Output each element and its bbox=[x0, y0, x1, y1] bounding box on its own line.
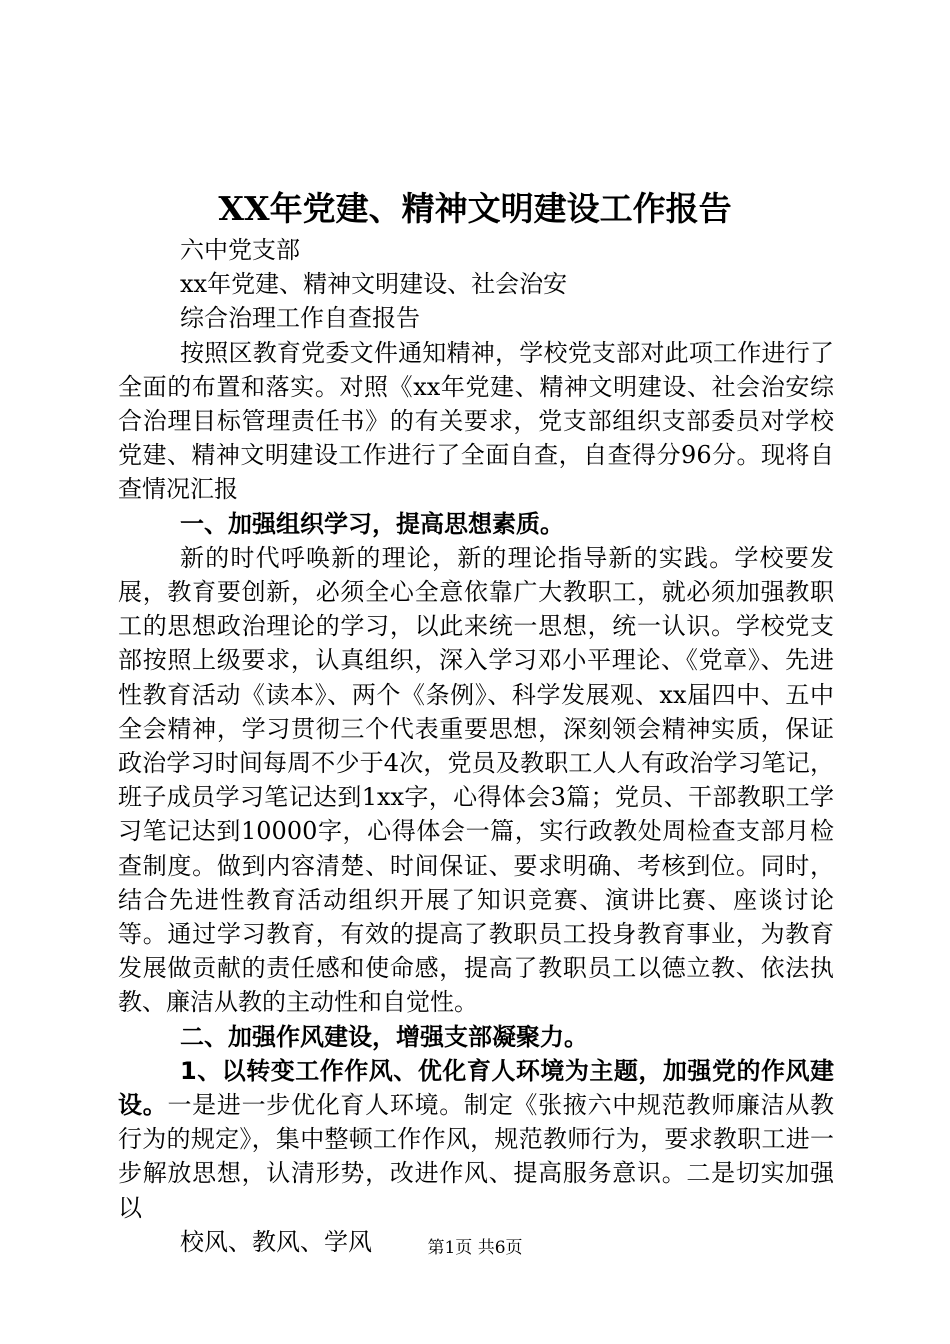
intro-paragraph: 按照区教育党委文件通知精神，学校党支部对此项工作进行了全面的布置和落实。对照《xx年党建、精神文明建设、社会治安综合治理目标管理责任书》的有关要求，党支部组织支部委员对学校党建、精神文明建设工作进行了全面自查，自查得分96分。现将自查情况汇报 bbox=[118, 338, 834, 504]
section-2-tail: 校风、教风、学风 bbox=[180, 1227, 372, 1256]
document-title: XX年党建、精神文明建设工作报告 bbox=[218, 189, 732, 228]
org-line: 六中党支部 bbox=[180, 236, 300, 264]
section-1-heading: 一、加强组织学习，提高思想素质。 bbox=[180, 509, 564, 538]
section-2-lead-bold: 1、以转变工作作风、优化育人环境为主题，加强党的作风建设。 bbox=[118, 1056, 834, 1120]
subtitle-line-2: 综合治理工作自查报告 bbox=[180, 304, 420, 333]
page-footer: 第1页 共6页 bbox=[427, 1238, 523, 1258]
document-body bbox=[118, 233, 834, 1259]
section-2-paragraph bbox=[118, 1054, 834, 1225]
section-2-paragraph-text: 一是进一步优化育人环境。制定《张掖六中规范教师廉洁从教行为的规定》，集中整顿工作作风，规范教师行为，要求教职工进一步解放思想，认清形势，改进作风、提高服务意识。二是切实加强以 bbox=[118, 1091, 835, 1222]
subtitle-line-1: xx年党建、精神文明建设、社会治安 bbox=[180, 270, 568, 299]
section-2-heading: 二、加强作风建设，增强支部凝聚力。 bbox=[180, 1022, 588, 1051]
section-1-paragraph: 新的时代呼唤新的理论，新的理论指导新的实践。学校要发展，教育要创新，必须全心全意依靠广大教职工，就必须加强教职工的思想政治理论的学习，以此来统一思想，统一认识。学校党支部按照上级要求，认真组织，深入学习邓小平理论、《党章》、先进性教育活动《读本》、两个《条例》、科学发展观、xx届四中、五中全会精神，学习贯彻三个代表重要思想，深刻领会精神实质，保证政治学习时间每周不少于4次，党员及教职工人人有政治学习笔记，班子成员学习笔记达到1xx字，心得体会3篇；党员、干部教职工学习笔记达到10000字，心得体会一篇，实行政教处周检查支部月检查制度。做到内容清楚、时间保证、要求明确、考核到位。同时，结合先进性教育活动组织开展了知识竞赛、演讲比赛、座谈讨论等。通过学习教育，有效的提高了教职员工投身教育事业，为教育发展做贡献的责任感和使命感，提高了教职员工以德立教、依法执教、廉洁从教的主动性和自觉性。 bbox=[118, 543, 834, 1017]
